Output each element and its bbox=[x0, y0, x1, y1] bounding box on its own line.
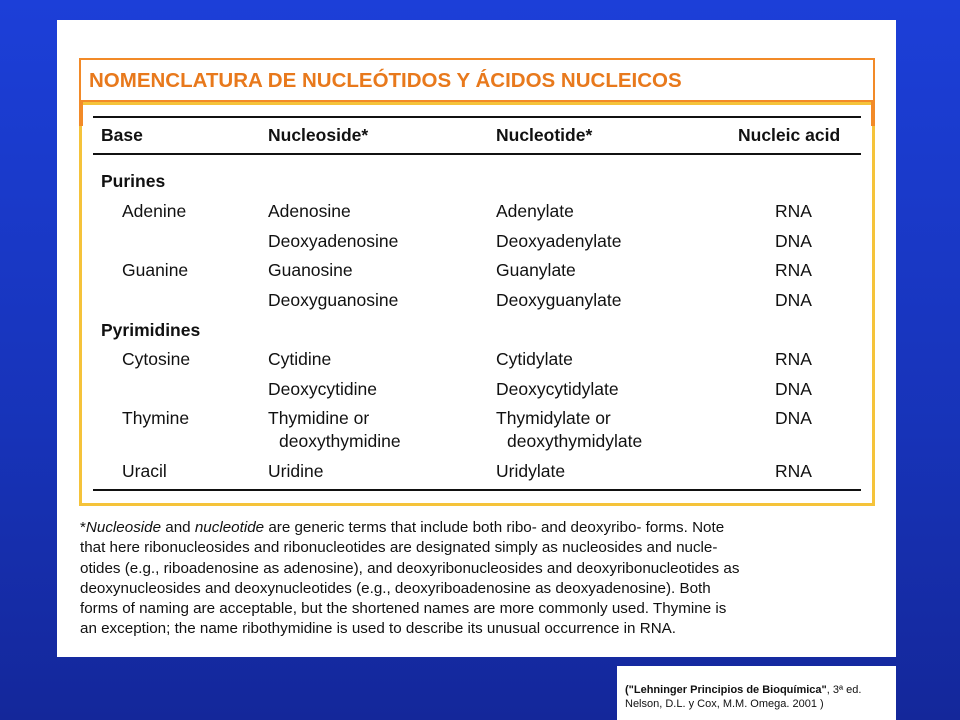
footnote-line-2: that here ribonucleosides and ribonucleotides are designated simply as nucleosides and nucle- bbox=[80, 539, 718, 557]
footnote-line-5: forms of naming are acceptable, but the shortened names are more commonly used. Thymine is bbox=[80, 600, 727, 618]
footnote-line-4: deoxynucleosides and deoxynucleotides (e.g., deoxyriboadenosine as deoxyadenosine). Both bbox=[80, 579, 711, 597]
table-cell-nucleoside: Deoxyguanosine bbox=[268, 290, 399, 310]
header-nucleoside: Nucleoside* bbox=[268, 125, 369, 145]
title-box bbox=[79, 58, 875, 102]
header-nucleic-acid: Nucleic acid bbox=[738, 125, 841, 145]
table-cell-nucleoside: Deoxyadenosine bbox=[268, 231, 399, 251]
table-cell-nucleoside: Uridine bbox=[268, 461, 324, 481]
footnote-line-3: otides (e.g., riboadenosine as adenosine), and deoxyribonucleosides and deoxyribonucleotides as bbox=[80, 559, 740, 577]
table-cell-nucleotide: Guanylate bbox=[496, 260, 576, 280]
table-footnote bbox=[80, 518, 880, 640]
citation-book: ("Lehninger Principios de Bioquímica" bbox=[625, 684, 827, 696]
table-cell-acid: RNA bbox=[775, 461, 812, 481]
table-cell-base: Guanine bbox=[122, 260, 189, 280]
table-cell-nucleoside: Cytidine bbox=[268, 349, 332, 369]
table-cell-acid: RNA bbox=[775, 349, 812, 369]
table-cell-nucleotide: Deoxyadenylate bbox=[496, 231, 622, 251]
table-cell-nucleotide: Cytidylate bbox=[496, 349, 573, 369]
slide-title: NOMENCLATURA DE NUCLEÓTIDOS Y ÁCIDOS NUCLEICOS bbox=[89, 69, 682, 92]
citation-box bbox=[617, 666, 896, 720]
table-cell-nucleoside: Thymidine or bbox=[268, 408, 370, 428]
table-cell-nucleotide: Thymidylate or bbox=[496, 408, 611, 428]
table-cell-nucleoside-cont: deoxythymidine bbox=[279, 431, 401, 451]
table-cell-acid: DNA bbox=[775, 408, 812, 428]
table-cell-acid: RNA bbox=[775, 260, 812, 280]
table-cell-nucleoside: Guanosine bbox=[268, 260, 353, 280]
table-cell-acid: DNA bbox=[775, 290, 812, 310]
title-border-accent-left bbox=[79, 100, 83, 126]
table-cell-base: Adenine bbox=[122, 201, 187, 221]
citation-text bbox=[625, 683, 861, 711]
footnote-line-6: an exception; the name ribothymidine is used to describe its unusual occurrence in RNA. bbox=[80, 620, 677, 638]
table-cell-nucleotide: Uridylate bbox=[496, 461, 566, 481]
nomenclature-table bbox=[79, 102, 875, 506]
table-cell-nucleotide: Adenylate bbox=[496, 201, 574, 221]
footnote-line-1: *Nucleoside and nucleotide are generic terms that include both ribo- and deoxyribo- forms. Note bbox=[80, 519, 725, 536]
table-top-rule bbox=[93, 116, 861, 118]
table-cell-nucleoside: Adenosine bbox=[268, 201, 351, 221]
table-cell-acid: RNA bbox=[775, 201, 812, 221]
citation-authors: Nelson, D.L. y Cox, M.M. Omega. 2001 ) bbox=[625, 698, 824, 710]
group-purines: Purines bbox=[101, 171, 166, 191]
table-cell-nucleotide-cont: deoxythymidylate bbox=[507, 431, 643, 451]
header-nucleotide: Nucleotide* bbox=[496, 125, 593, 145]
table-cell-nucleotide: Deoxycytidylate bbox=[496, 379, 619, 399]
title-border-accent-right bbox=[871, 100, 875, 126]
table-cell-nucleoside: Deoxycytidine bbox=[268, 379, 377, 399]
table-cell-base: Thymine bbox=[122, 408, 190, 428]
table-cell-base: Cytosine bbox=[122, 349, 191, 369]
table-cell-nucleotide: Deoxyguanylate bbox=[496, 290, 622, 310]
table-bottom-rule bbox=[93, 489, 861, 491]
table-header-rule bbox=[93, 153, 861, 155]
table-cell-base: Uracil bbox=[122, 461, 167, 481]
table-cell-acid: DNA bbox=[775, 231, 812, 251]
header-base: Base bbox=[101, 125, 143, 145]
citation-edition: , 3ª ed. bbox=[826, 684, 862, 696]
table-cell-acid: DNA bbox=[775, 379, 812, 399]
group-pyrimidines: Pyrimidines bbox=[101, 320, 201, 340]
